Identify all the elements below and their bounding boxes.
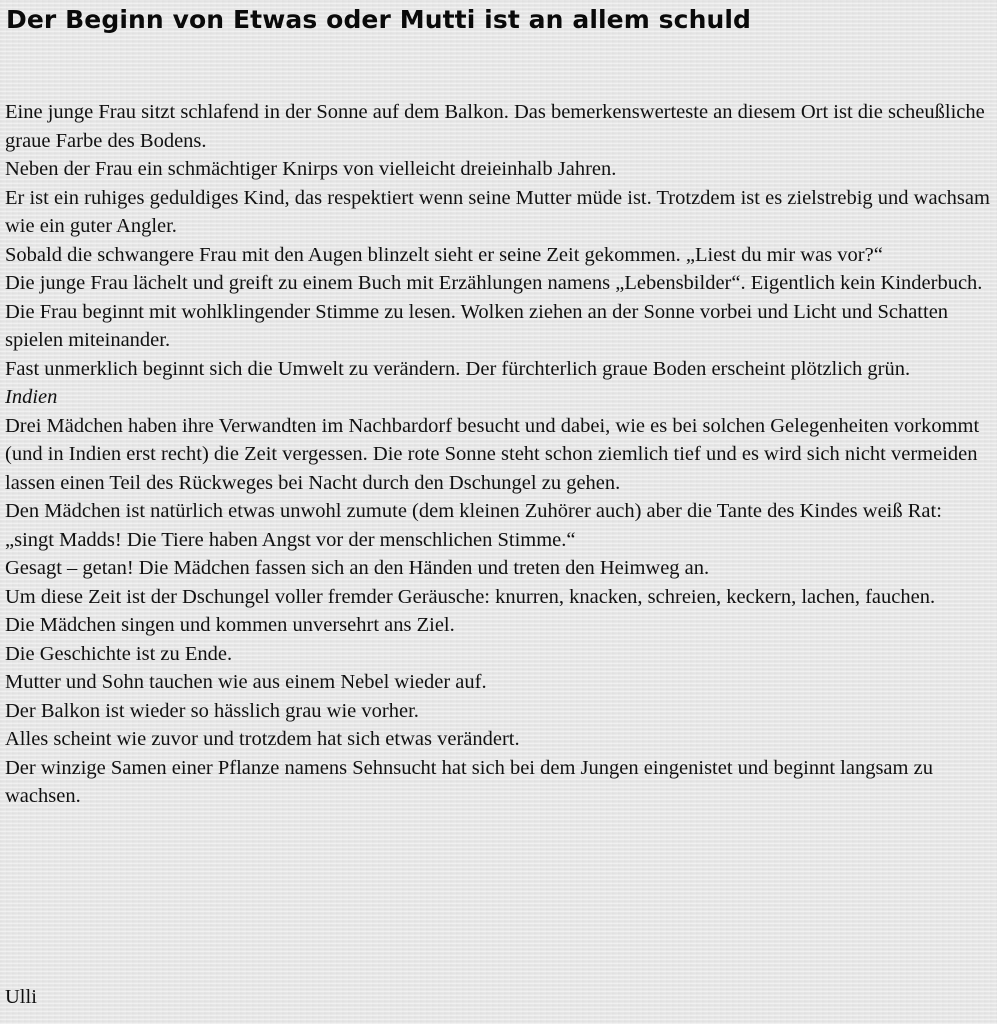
paragraph: Gesagt – getan! Die Mädchen fassen sich an den Händen und treten den Heimweg an. bbox=[5, 557, 710, 579]
paragraph: Der Balkon ist wieder so hässlich grau wie vorher. bbox=[5, 699, 419, 722]
paragraph: Der winzige Samen einer Pflanze namens Sehnsucht hat sich bei dem Jungen eingenistet und beginnt langsam zu wachsen. bbox=[5, 756, 933, 807]
paragraph: Er ist ein ruhiges geduldiges Kind, das respektiert wenn seine Mutter müde ist. Trotzdem ist es zielstrebig und wachsam wie ein guter Angler. bbox=[5, 186, 990, 237]
paragraph: Die Mädchen singen und kommen unversehrt ans Ziel. bbox=[5, 614, 455, 636]
paragraph: Die junge Frau lächelt und greift zu einem Buch mit Erzählungen namens „Lebensbilder“. Eigentlich kein Kinderbuch. bbox=[5, 272, 983, 294]
paragraph: Eine junge Frau sitzt schlafend in der Sonne auf dem Balkon. Das bemerkenswerteste an diesem Ort ist die scheußliche graue Farbe des Bodens. bbox=[5, 101, 985, 152]
paragraph: Sobald die schwangere Frau mit den Augen blinzelt sieht er seine Zeit gekommen. „Liest du mir was vor?“ bbox=[5, 243, 883, 266]
paragraph: Alles scheint wie zuvor und trotzdem hat sich etwas verändert. bbox=[5, 728, 520, 750]
paragraph: Um diese Zeit ist der Dschungel voller fremder Geräusche: knurren, knacken, schreien, keckern, lachen, fauchen. bbox=[5, 585, 936, 608]
paragraph: Drei Mädchen haben ihre Verwandten im Nachbardorf besucht und dabei, wie es bei solchen Gelegenheiten vorkommt (und in Indien erst recht) die Zeit vergessen. Die rote Sonne steht schon ziemlich tief und es wird sich nicht vermeiden lassen einen Teil des Rückweges bei Nacht durch den Dschungel zu gehen. bbox=[5, 414, 980, 494]
page-title: Der Beginn von Etwas oder Mutti ist an allem schuld bbox=[6, 5, 752, 34]
paragraph: Die Frau beginnt mit wohlklingender Stimme zu lesen. Wolken ziehen an der Sonne vorbei und Licht und Schatten spielen miteinander. bbox=[5, 300, 949, 351]
paragraph: Die Geschichte ist zu Ende. bbox=[5, 642, 233, 665]
paragraph: Neben der Frau ein schmächtiger Knirps von vielleicht dreieinhalb Jahren. bbox=[5, 158, 617, 180]
story-body bbox=[5, 98, 995, 811]
section-heading-indien: Indien bbox=[5, 386, 58, 408]
paragraph: Fast unmerklich beginnt sich die Umwelt zu verändern. Der fürchterlich graue Boden erscheint plötzlich grün. bbox=[5, 357, 911, 380]
author-signature: Ulli bbox=[5, 986, 37, 1008]
paragraph: Den Mädchen ist natürlich etwas unwohl zumute (dem kleinen Zuhörer auch) aber die Tante des Kindes weiß Rat: „singt Madds! Die Tiere haben Angst vor der menschlichen Stimme.“ bbox=[5, 500, 942, 551]
paragraph: Mutter und Sohn tauchen wie aus einem Nebel wieder auf. bbox=[5, 671, 487, 693]
